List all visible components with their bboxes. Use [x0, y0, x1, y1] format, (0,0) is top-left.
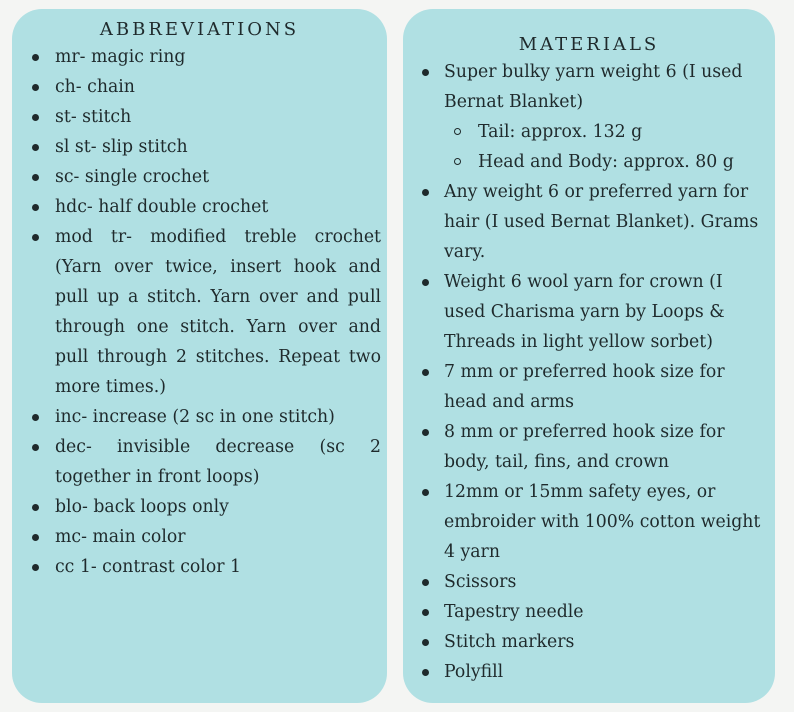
materials-title: MATERIALS — [518, 34, 660, 55]
abbreviation-item: sc- single crochet — [55, 162, 381, 192]
material-item — [444, 57, 769, 177]
material-item: 12mm or 15mm safety eyes, or embroider with 100% cotton weight 4 yarn — [444, 477, 769, 567]
abbreviation-item: mc- main color — [55, 522, 381, 552]
abbreviation-item: hdc- half double crochet — [55, 192, 381, 222]
material-item: Scissors — [444, 567, 769, 597]
abbreviation-item: sl st- slip stitch — [55, 132, 381, 162]
materials-card — [403, 9, 775, 703]
material-subitem: Tail: approx. 132 g — [478, 117, 769, 147]
abbreviation-item: st- stitch — [55, 102, 381, 132]
abbreviation-item: blo- back loops only — [55, 492, 381, 522]
abbreviation-item: mr- magic ring — [55, 42, 381, 72]
abbreviation-item: cc 1- contrast color 1 — [55, 552, 381, 582]
abbreviations-list — [12, 42, 387, 582]
abbreviation-item: ch- chain — [55, 72, 381, 102]
material-item: 8 mm or preferred hook size for body, tail, fins, and crown — [444, 417, 769, 477]
abbreviation-item: mod tr- modified treble crochet (Yarn over twice, insert hook and pull up a stitch. Yarn over and pull through one stitch. Yarn over and pull through 2 stitches. Repeat two more times.) — [55, 222, 381, 402]
material-item-text: Super bulky yarn weight 6 (I used Bernat Blanket) — [444, 62, 743, 112]
material-item: 7 mm or preferred hook size for head and arms — [444, 357, 769, 417]
material-sublist — [444, 117, 769, 177]
abbreviation-item: inc- increase (2 sc in one stitch) — [55, 402, 381, 432]
material-item: Any weight 6 or preferred yarn for hair (I used Bernat Blanket). Grams vary. — [444, 177, 769, 267]
material-item: Polyfill — [444, 657, 769, 687]
material-item: Weight 6 wool yarn for crown (I used Charisma yarn by Loops & Threads in light yellow sorbet) — [444, 267, 769, 357]
materials-list — [403, 57, 775, 687]
material-item: Tapestry needle — [444, 597, 769, 627]
material-item: Stitch markers — [444, 627, 769, 657]
abbreviations-card — [12, 9, 387, 703]
material-subitem: Head and Body: approx. 80 g — [478, 147, 769, 177]
abbreviations-title: ABBREVIATIONS — [99, 19, 300, 40]
abbreviation-item: dec- invisible decrease (sc 2 together in front loops) — [55, 432, 381, 492]
